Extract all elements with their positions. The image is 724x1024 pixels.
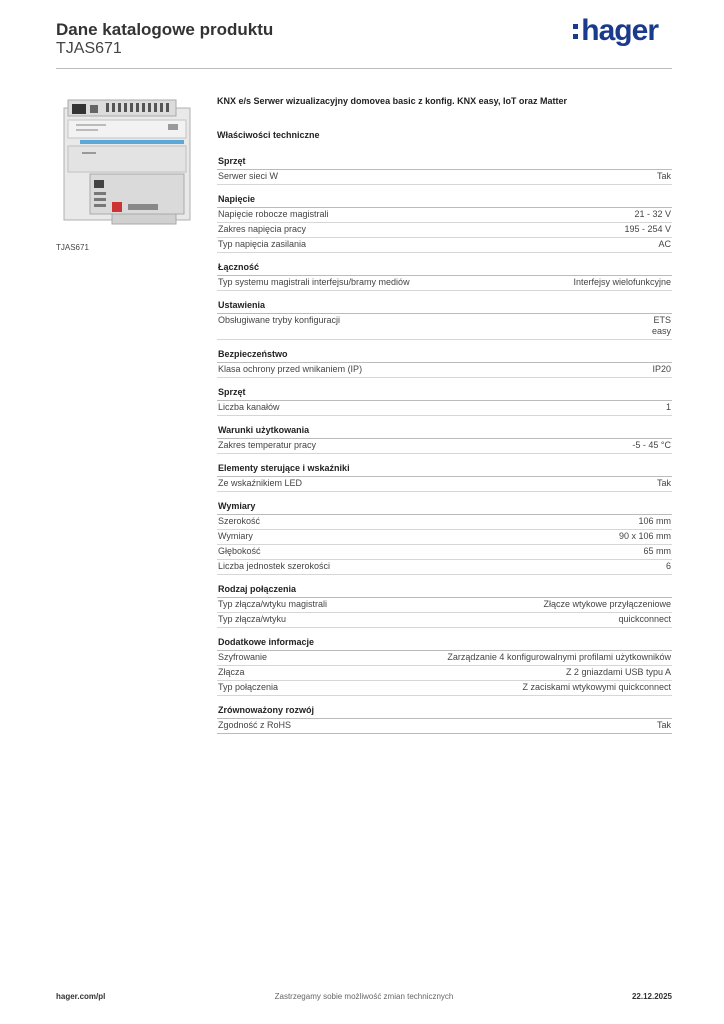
footer-date: 22.12.2025 [631, 992, 672, 1001]
spec-value-cell [447, 652, 672, 663]
spec-group-title: Zrównoważony rozwój [217, 696, 672, 719]
spec-value-cell [624, 224, 672, 235]
spec-label: Głębokość [218, 546, 261, 556]
spec-group [217, 253, 672, 291]
spec-group-title: Napięcie [217, 185, 672, 208]
spec-group [217, 575, 672, 628]
spec-label: Ze wskaźnikiem LED [218, 478, 303, 488]
spec-group [217, 696, 672, 734]
spec-value-cell [632, 440, 672, 451]
spec-value-cell [566, 667, 672, 678]
product-code: TJAS671 [56, 40, 122, 57]
spec-row [217, 170, 672, 185]
spec-label: Napięcie robocze magistrali [218, 209, 329, 219]
spec-group [217, 492, 672, 575]
spec-value-cell [634, 209, 672, 220]
spec-label: Typ złącza/wtyku magistrali [218, 599, 328, 609]
spec-row [217, 651, 672, 666]
spec-label: Szyfrowanie [218, 652, 268, 662]
spec-label: Wymiary [218, 531, 253, 541]
spec-group [217, 378, 672, 416]
spec-row [217, 545, 672, 560]
spec-label: Klasa ochrony przed wnikaniem (IP) [218, 364, 363, 374]
product-image [56, 92, 202, 238]
spec-row [217, 666, 672, 681]
spec-group [217, 416, 672, 454]
spec-content [217, 94, 672, 734]
spec-label: Szerokość [218, 516, 261, 526]
spec-value-cell [652, 315, 672, 337]
spec-row [217, 208, 672, 223]
spec-row [217, 598, 672, 613]
spec-group-title: Elementy sterujące i wskaźniki [217, 454, 672, 477]
spec-group-title: Dodatkowe informacje [217, 628, 672, 651]
spec-label: Złącza [218, 667, 245, 677]
spec-row [217, 314, 672, 340]
product-description: KNX e/s Serwer wizualizacyjny domovea basic z konfig. KNX easy, IoT oraz Matter [217, 96, 567, 106]
spec-label: Liczba kanałów [218, 402, 280, 412]
spec-label: Zakres napięcia pracy [218, 224, 307, 234]
spec-row [217, 276, 672, 291]
spec-value-cell [666, 402, 672, 413]
header-divider [56, 68, 672, 69]
spec-group-title: Rodzaj połączenia [217, 575, 672, 598]
spec-value: Tak [656, 478, 671, 488]
spec-group-title: Łączność [217, 253, 672, 276]
section-title: Właściwości techniczne [217, 130, 320, 140]
spec-group-title: Warunki użytkowania [217, 416, 672, 439]
spec-value: easy [651, 326, 671, 336]
spec-row [217, 477, 672, 492]
spec-group [217, 185, 672, 253]
spec-row [217, 439, 672, 454]
spec-groups [217, 147, 672, 734]
document-header [56, 20, 273, 58]
spec-value: -5 - 45 °C [632, 440, 671, 450]
spec-value-cell [543, 599, 672, 610]
spec-value: Tak [656, 171, 671, 181]
spec-row [217, 530, 672, 545]
spec-group [217, 291, 672, 340]
spec-value: IP20 [652, 364, 671, 374]
spec-label: Serwer sieci W [218, 171, 279, 181]
spec-value: 90 x 106 mm [618, 531, 671, 541]
spec-value: 65 mm [643, 546, 671, 556]
spec-row [217, 223, 672, 238]
spec-row [217, 613, 672, 628]
spec-value-cell [573, 277, 672, 288]
spec-group [217, 454, 672, 492]
spec-value-cell [657, 720, 672, 731]
spec-label: Liczba jednostek szerokości [218, 561, 331, 571]
spec-value: Zarządzanie 4 konfigurowalnymi profilami użytkowników [447, 652, 671, 662]
image-caption: TJAS671 [56, 243, 89, 252]
spec-value: Interfejsy wielofunkcyjne [573, 277, 671, 287]
spec-group [217, 628, 672, 696]
spec-row [217, 560, 672, 575]
page-footer [56, 992, 672, 1008]
spec-group [217, 340, 672, 378]
spec-label: Zakres temperatur pracy [218, 440, 317, 450]
footer-disclaimer: Zastrzegamy sobie możliwość zmian technicznych [274, 992, 454, 1001]
spec-value-cell [638, 516, 672, 527]
spec-label: Zgodność z RoHS [218, 720, 292, 730]
spec-group-title: Ustawienia [217, 291, 672, 314]
spec-value: AC [658, 239, 671, 249]
spec-value: ETS [653, 315, 671, 325]
spec-row [217, 719, 672, 734]
spec-value: 6 [665, 561, 671, 571]
spec-value: quickconnect [618, 614, 671, 624]
spec-value-cell [618, 614, 672, 625]
spec-value-cell [657, 478, 672, 489]
spec-row [217, 681, 672, 696]
spec-label: Typ systemu magistrali interfejsu/bramy mediów [218, 277, 410, 287]
spec-value-cell [657, 171, 672, 182]
hager-logo [573, 14, 658, 48]
spec-value: 106 mm [638, 516, 671, 526]
spec-value: Z 2 gniazdami USB typu A [565, 667, 671, 677]
spec-label: Typ złącza/wtyku [218, 614, 287, 624]
page-title: Dane katalogowe produktu [56, 20, 274, 39]
spec-row [217, 515, 672, 530]
spec-group-title: Bezpieczeństwo [217, 340, 672, 363]
spec-label: Typ połączenia [218, 682, 279, 692]
spec-label: Obsługiwane tryby konfiguracji [218, 315, 341, 325]
spec-group-title: Wymiary [217, 492, 672, 515]
spec-value-cell [652, 364, 672, 375]
spec-value-cell [619, 531, 672, 542]
spec-row [217, 363, 672, 378]
spec-value-cell [522, 682, 672, 693]
spec-value-cell [658, 239, 672, 250]
spec-value: 195 - 254 V [624, 224, 671, 234]
footer-website: hager.com/pl [56, 992, 106, 1001]
spec-row [217, 238, 672, 253]
spec-group-title: Sprzęt [217, 147, 672, 170]
logo-text: hager [581, 14, 658, 47]
spec-value-cell [643, 546, 672, 557]
spec-group [217, 147, 672, 185]
spec-value: 21 - 32 V [634, 209, 671, 219]
spec-value: Tak [656, 720, 671, 730]
logo-dots [573, 24, 578, 39]
spec-value: Złącze wtykowe przyłączeniowe [543, 599, 671, 609]
spec-value: 1 [665, 402, 671, 412]
spec-group-title: Sprzęt [217, 378, 672, 401]
spec-value-cell [666, 561, 672, 572]
spec-label: Typ napięcia zasilania [218, 239, 307, 249]
spec-row [217, 401, 672, 416]
spec-value: Z zaciskami wtykowymi quickconnect [522, 682, 671, 692]
